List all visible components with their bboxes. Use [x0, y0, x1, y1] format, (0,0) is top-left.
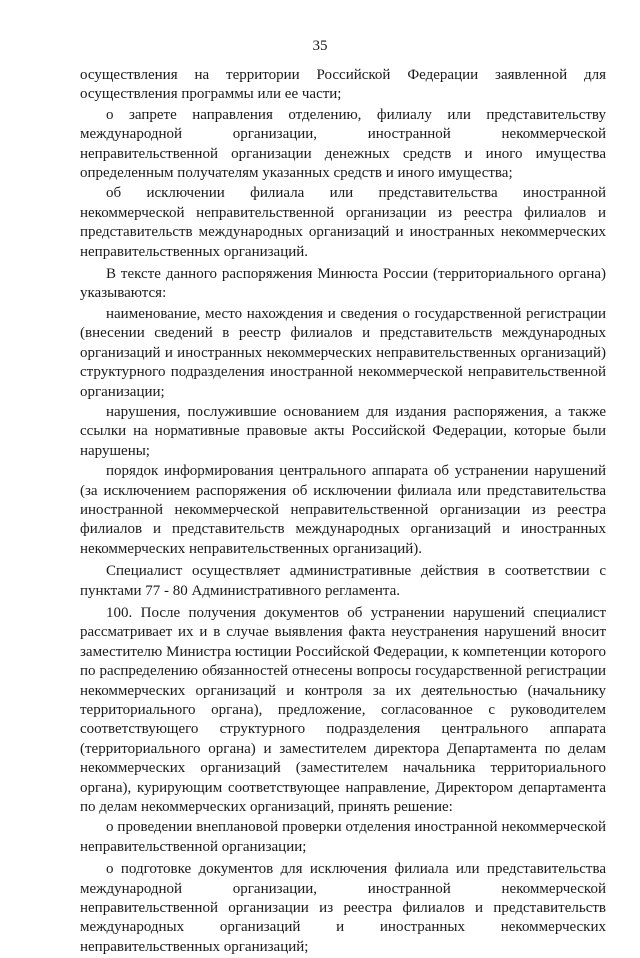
paragraph: о запрете направления отделению, филиалу или представительству международной организации, иностранной некоммерческой неправительственной организации денежных средств и иного имущества определенным получателям указанных средств и иного имущества;	[80, 106, 606, 182]
paragraph: 100. После получения документов об устранении нарушений специалист рассматривает их и в случае выявления факта неустранения нарушений вносит заместителю Министра юстиции Российской Федерации, к компетенции которого по распределению обязанностей отнесены вопросы государственной регистрации некоммерческих организаций и контроля за их деятельностью (начальнику территориального органа), предложение, согласованное с руководителем соответствующего структурного подразделения центрального аппарата (территориального органа) и заместителем директора Департамента по делам некоммерческих организаций (заместителем начальника территориального органа), курирующим соответствующее направление, Директором департамента по делам некоммерческих организаций, принять решение:	[80, 604, 606, 816]
paragraph: наименование, место нахождения и сведения о государственной регистрации (внесении сведений в реестр филиалов и представительств международных организаций и иностранных некоммерческих неправительственных организаций) структурного подразделения иностранной некоммерческой неправительственной организации;	[80, 305, 606, 400]
paragraph: порядок информирования центрального аппарата об устранении нарушений (за исключением распоряжения об исключении филиала или представительства иностранной некоммерческой неправительственной организации из реестра филиалов и представительств международных организаций и иностранных некоммерческих неправительственных организаций).	[80, 463, 606, 557]
page-number: 35	[312, 38, 328, 54]
paragraph: о подготовке документов для исключения филиала или представительства международной организации, иностранной некоммерческой неправительственной организации из реестра филиалов и представительств международных организаций и иностранных некоммерческих неправительственных организаций;	[80, 861, 606, 955]
paragraph: В тексте данного распоряжения Минюста России (территориального органа) указываются:	[80, 266, 606, 302]
paragraph: об исключении филиала или представительства иностранной некоммерческой неправительственной организации из реестра филиалов и представительств международных организаций и иностранных некоммерческих неправительственных организаций.	[80, 185, 606, 260]
paragraph: осуществления на территории Российской Федерации заявленной для осуществления программы или ее части;	[80, 67, 606, 103]
paragraph: о проведении внеплановой проверки отделения иностранной некоммерческой неправительственной организации;	[80, 819, 606, 855]
paragraph: нарушения, послужившие основанием для издания распоряжения, а также ссылки на нормативные правовые акты Российской Федерации, которые были нарушены;	[80, 403, 606, 459]
document-body	[80, 66, 606, 958]
paragraph: Специалист осуществляет административные действия в соответствии с пунктами 77 - 80 Административного регламента.	[80, 563, 606, 599]
